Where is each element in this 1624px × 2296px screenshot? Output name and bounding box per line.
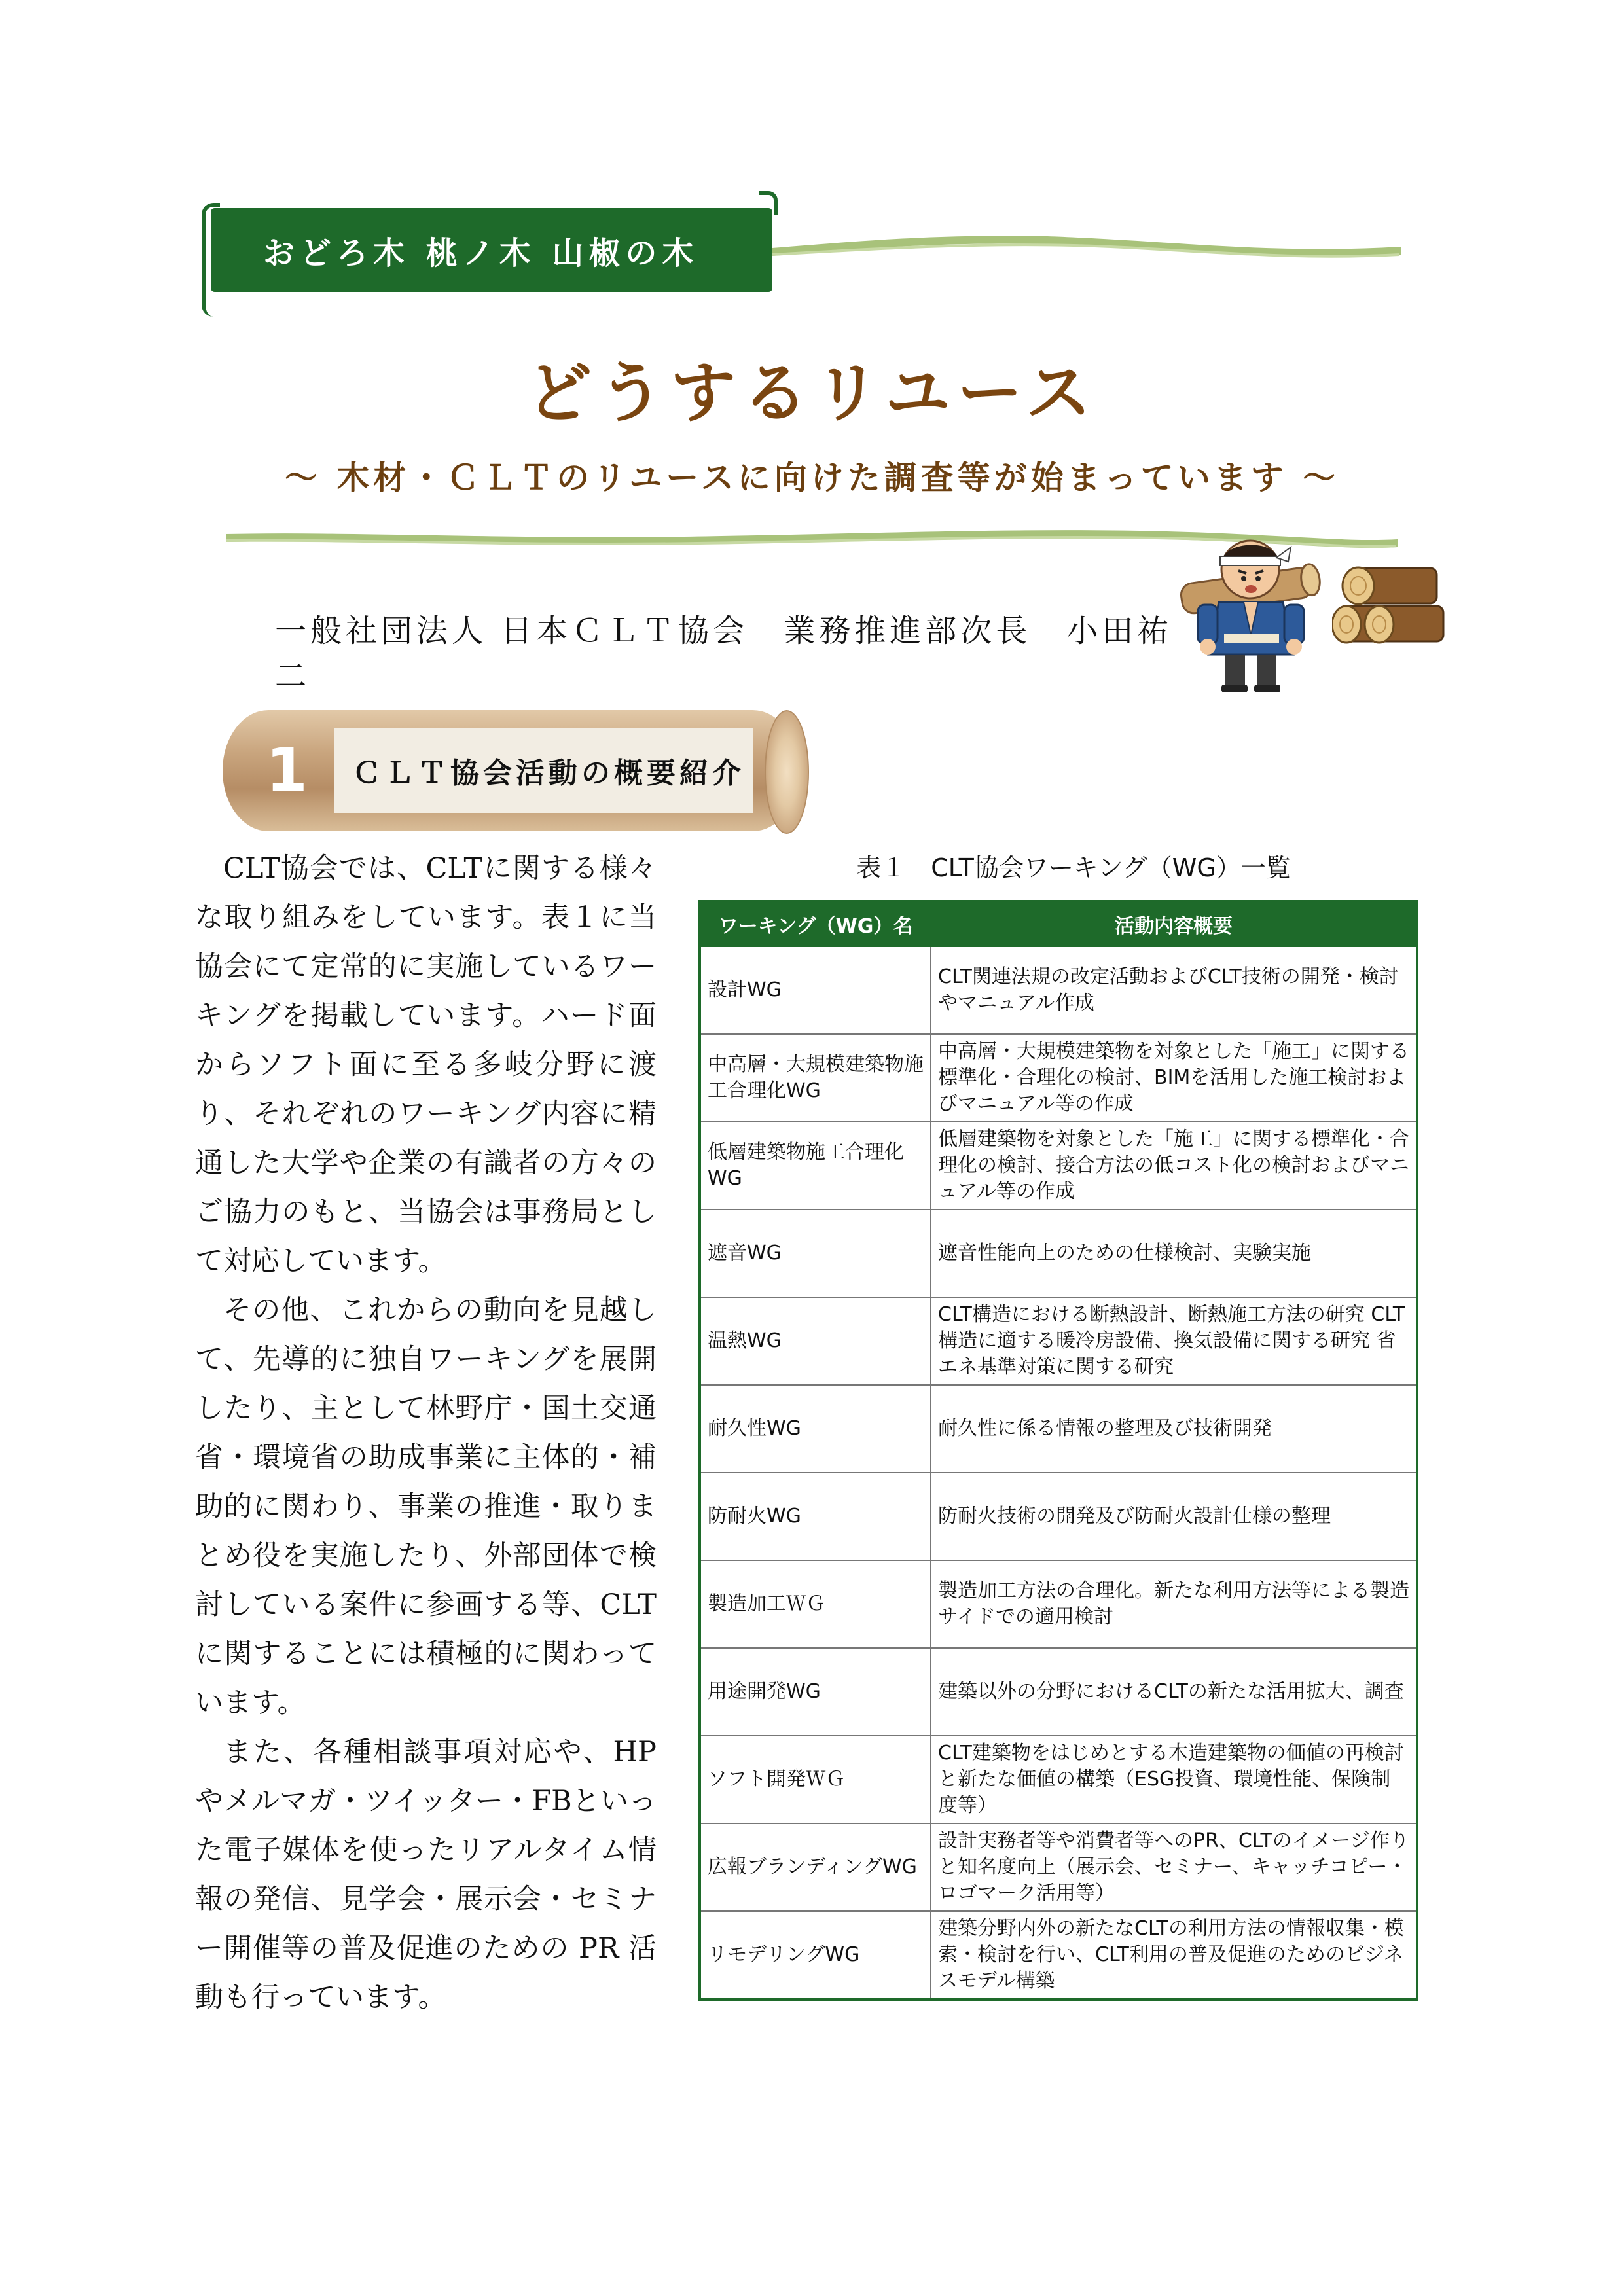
table-row [700, 1297, 1417, 1385]
table-row [700, 1560, 1417, 1648]
header-wg-name: ワーキング（WG）名 [700, 901, 931, 946]
table-row [700, 1911, 1417, 2000]
table-row [700, 1122, 1417, 1210]
wg-name-cell: 防耐火WG [700, 1473, 931, 1560]
section-number: 1 [265, 735, 308, 805]
table-header-row [700, 901, 1417, 946]
wg-name-cell: 温熱WG [700, 1297, 931, 1385]
table-row [700, 1736, 1417, 1823]
wg-activity-cell: CLT構造における断熱設計、断熱施工方法の研究 CLT構造に適する暖冷房設備、換気設備に関する研究 省エネ基準対策に関する研究 [931, 1297, 1417, 1385]
wg-activity-cell: 低層建築物を対象とした「施工」に関する標準化・合理化の検討、接合方法の低コスト化の検討およびマニュアル等の作成 [931, 1122, 1417, 1210]
log-pile-illustration [1332, 563, 1450, 651]
log-end-grain [765, 710, 809, 834]
wg-name-cell: 製造加工ＷＧ [700, 1560, 931, 1648]
wg-activity-cell: 設計実務者等や消費者等へのPR、CLTのイメージ作りと知名度向上（展示会、セミナー、キャッチコピー・ロゴマーク活用等） [931, 1823, 1417, 1911]
section-heading-label: ＣＬＴ協会活動の概要紹介 [352, 757, 745, 790]
wg-activity-cell: 建築分野内外の新たなCLTの利用方法の情報収集・模索・検討を行い、CLT利用の普及促進のためのビジネスモデル構築 [931, 1911, 1417, 2000]
table-row [700, 1385, 1417, 1473]
table-row [700, 1210, 1417, 1297]
table-row [700, 946, 1417, 1034]
vine-top-right [772, 232, 1401, 272]
table-row [700, 1648, 1417, 1736]
wg-activity-cell: CLT建築物をはじめとする木造建築物の価値の再検討と新たな価値の構築（ESG投資、環境性能、保険制度等） [931, 1736, 1417, 1823]
page-title: どうするリユース [526, 355, 1098, 431]
wg-name-cell: 低層建築物施工合理化WG [700, 1122, 931, 1210]
wg-name-cell: 中高層・大規模建築物施工合理化WG [700, 1034, 931, 1122]
series-banner [211, 208, 772, 292]
wg-name-cell: リモデリングWG [700, 1911, 931, 2000]
wg-name-cell: ソフト開発ＷＧ [700, 1736, 931, 1823]
header-activity: 活動内容概要 [931, 901, 1417, 946]
table-row [700, 1034, 1417, 1122]
wg-activity-cell: 製造加工方法の合理化。新たな利用方法等による製造サイドでの適用検討 [931, 1560, 1417, 1648]
body-paragraph-2: その他、これからの動向を見越して、先導的に独自ワーキングを展開したり、主として林野庁・国土交通省・環境省の助成事業に主体的・補助的に関わり、事業の推進・取りまとめ役を実施したり、外部団体で検討している案件に参画する等、CLTに関することには積極的に関わっています。 [195, 1294, 657, 1719]
carpenter-illustration [1178, 524, 1348, 695]
wg-name-cell: 用途開発WG [700, 1648, 931, 1736]
wg-activity-cell: 遮音性能向上のための仕様検討、実験実施 [931, 1210, 1417, 1297]
wg-table [698, 900, 1418, 2001]
wg-activity-cell: 中高層・大規模建築物を対象とした「施工」に関する標準化・合理化の検討、BIMを活用した施工検討およびマニュアル等の作成 [931, 1034, 1417, 1122]
wg-activity-cell: 建築以外の分野におけるCLTの新たな活用拡大、調査 [931, 1648, 1417, 1736]
wg-name-cell: 遮音WG [700, 1210, 931, 1297]
section-heading [334, 728, 753, 813]
page-subtitle: 〜 木材・ＣＬＴのリユースに向けた調査等が始まっています 〜 [284, 459, 1340, 497]
wg-activity-cell: 耐久性に係る情報の整理及び技術開発 [931, 1385, 1417, 1473]
author-line: 一般社団法人 日本ＣＬＴ協会 業務推進部次長 小田祐二 [275, 613, 1173, 694]
wg-name-cell: 設計WG [700, 946, 931, 1034]
body-text [195, 844, 657, 2022]
table-row [700, 1823, 1417, 1911]
body-paragraph-3: また、各種相談事項対応や、HPやメルマガ・ツイッター・FBといった電子媒体を使ったリアルタイム情報の発信、見学会・展示会・セミナー開催等の普及促進のための PR 活動も行っています。 [195, 1736, 657, 2014]
wg-name-cell: 広報ブランディングWG [700, 1823, 931, 1911]
wg-name-cell: 耐久性WG [700, 1385, 931, 1473]
table-caption: 表１ CLT協会ワーキング（WG）一覧 [856, 853, 1291, 882]
wg-activity-cell: CLT関連法規の改定活動およびCLT技術の開発・検討やマニュアル作成 [931, 946, 1417, 1034]
series-label: おどろ木 桃ノ木 山椒の木 [263, 234, 699, 272]
body-paragraph-1: CLT協会では、CLTに関する様々な取り組みをしています。表１に当協会にて定常的に実施しているワーキングを掲載しています。ハード面からソフト面に至る多岐分野に渡り、それぞれのワーキング内容に精通した大学や企業の有識者の方々のご協力のもと、当協会は事務局として対応しています。 [195, 852, 657, 1278]
wg-activity-cell: 防耐火技術の開発及び防耐火設計仕様の整理 [931, 1473, 1417, 1560]
table-row [700, 1473, 1417, 1560]
